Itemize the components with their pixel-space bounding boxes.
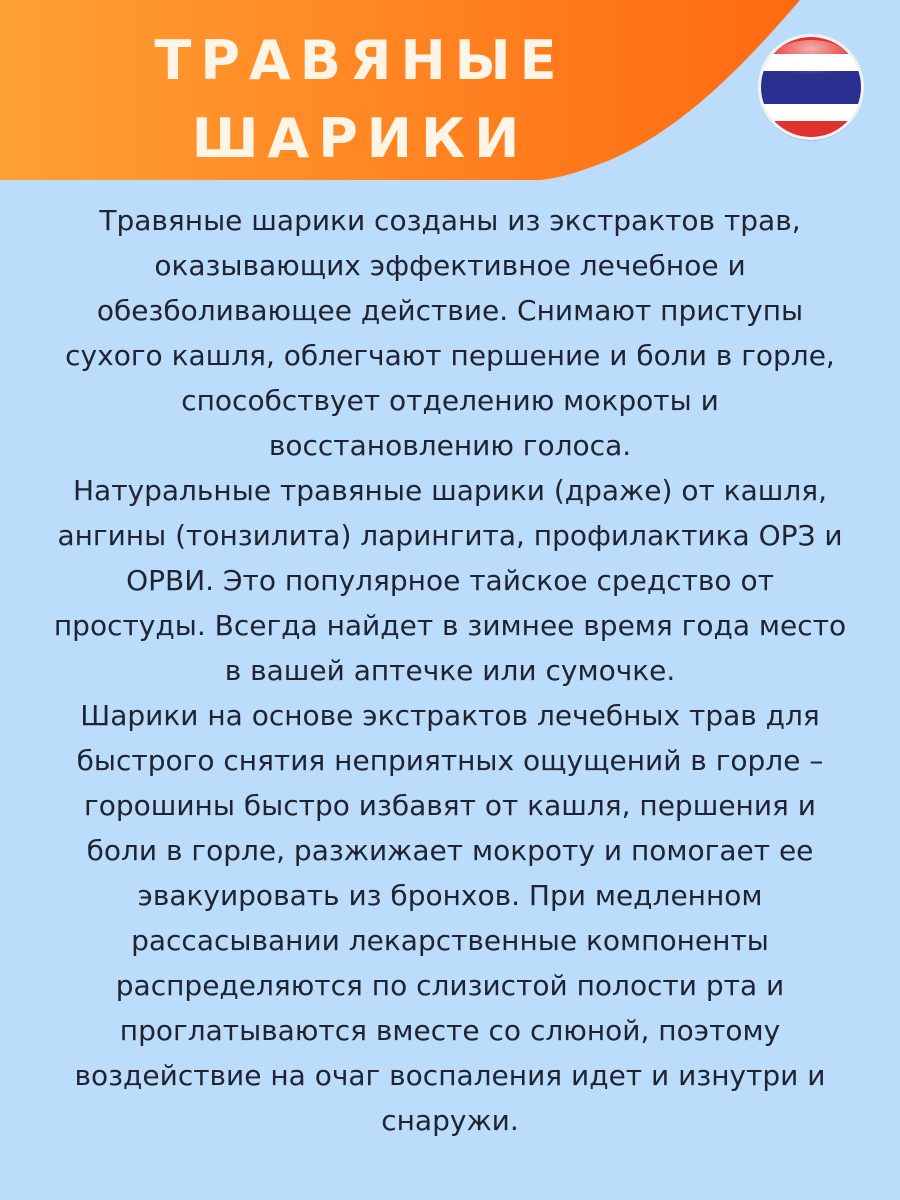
description-line: воздействие на очаг воспаления идет и изнутри и: [74, 1059, 826, 1092]
description-line: Натуральные травяные шарики (драже) от кашля,: [72, 474, 828, 507]
description-line: способствует отделению мокроты и: [181, 384, 719, 417]
description-line: боли в горле, разжижает мокроту и помогает ее: [86, 834, 814, 867]
description-line: быстрого снятия неприятных ощущений в горле –: [76, 744, 824, 777]
description-line: ангины (тонзилита) ларингита, профилактика ОРЗ и: [57, 519, 843, 552]
description-line: снаружи.: [381, 1104, 519, 1137]
description-line: оказывающих эффективное лечебное и: [154, 249, 746, 282]
description-line: рассасывании лекарственные компоненты: [131, 924, 769, 957]
description-line: проглатываются вместе со слюной, поэтому: [119, 1014, 781, 1047]
description-line: эвакуировать из бронхов. При медленном: [137, 879, 763, 912]
description-line: Травяные шарики созданы из экстрактов трав,: [99, 204, 801, 237]
description-text: [30, 198, 870, 1143]
description-line: сухого кашля, облегчают першение и боли в горле,: [65, 339, 835, 372]
description-line: обезболивающее действие. Снимают приступы: [96, 294, 804, 327]
title-line-1: ТРАВЯНЫЕ: [154, 29, 566, 92]
description-line: простуды. Всегда найдет в зимнее время года место: [53, 609, 847, 642]
description-line: в вашей аптечке или сумочке.: [224, 654, 676, 687]
description-line: распределяются по слизистой полости рта и: [115, 969, 785, 1002]
description-line: Шарики на основе экстрактов лечебных трав для: [80, 699, 820, 732]
page-title: [40, 22, 680, 178]
description-line: восстановлению голоса.: [268, 429, 632, 462]
description-line: ОРВИ. Это популярное тайское средство от: [126, 564, 774, 597]
description-line: горошины быстро избавят от кашля, першения и: [83, 789, 816, 822]
title-line-2: ШАРИКИ: [191, 107, 529, 170]
thailand-flag-icon: [756, 32, 866, 142]
